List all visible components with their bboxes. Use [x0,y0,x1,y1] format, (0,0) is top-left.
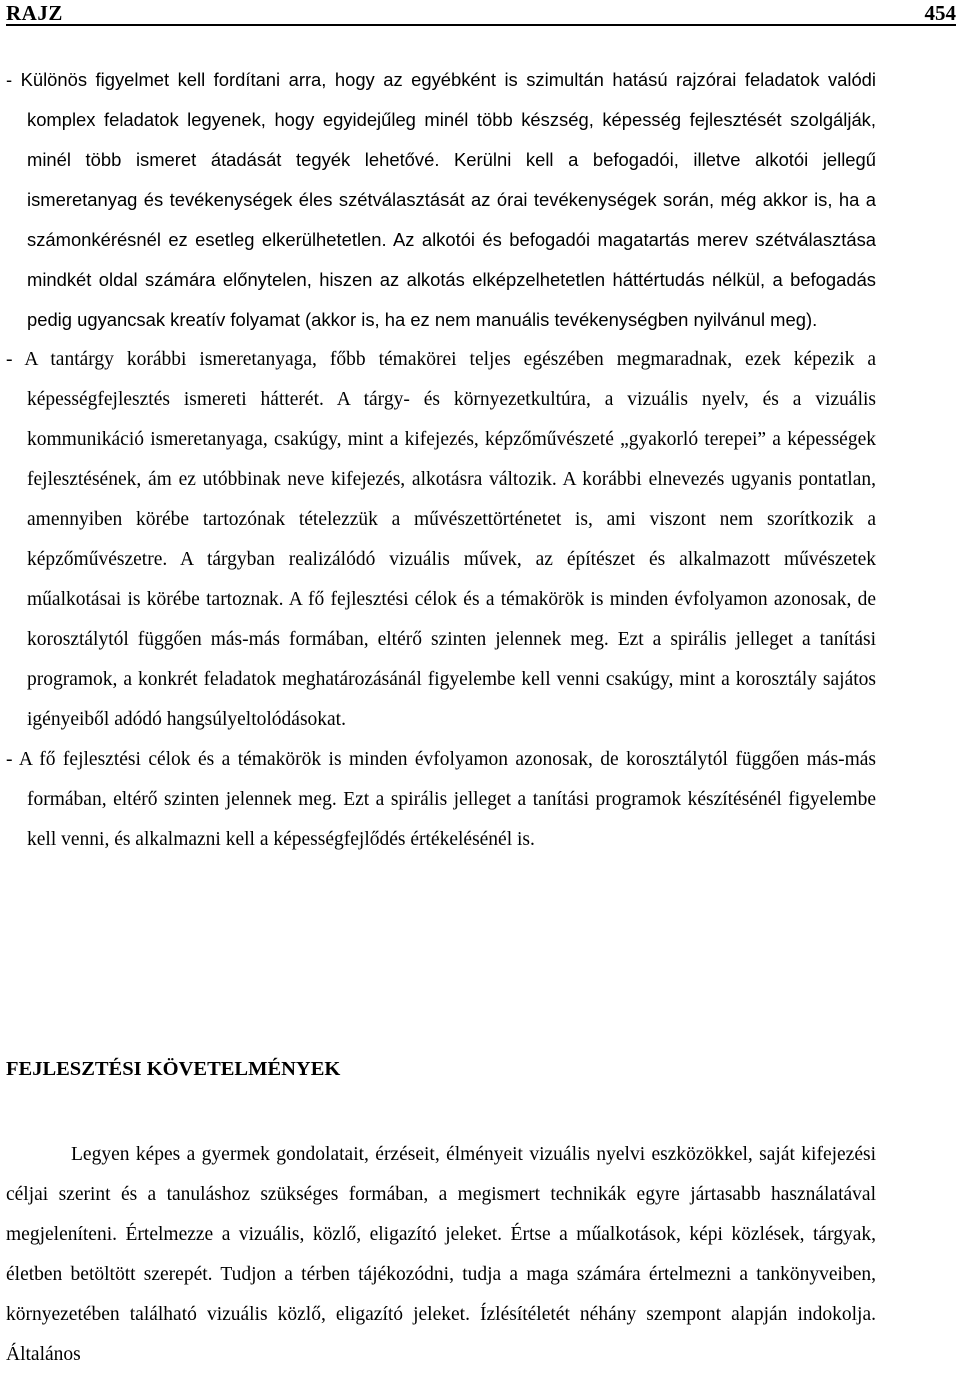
bullet-paragraph-2: - A tantárgy korábbi ismeretanyaga, főbb témakörei teljes egészében megmaradnak, ezek képezik a képességfejlesztés ismereti hátterét. A tárgy- és környezetkultúra, a vizuális nyelv, és a vizuális kommunikáció ismeretanyaga, csakúgy, mint a kifejezés, képzőművészeté „gyakorló terepei” a képességek fejlesztésének, ám ez utóbbinak neve kifejezés, alkotásra változik. A korábbi elnevezés ugyanis pontatlan, amennyiben körébe tartozónak tételezzük a művészettörténetet is, ami viszont nem szorítkozik a képzőművészetre. A tárgyban realizálódó vizuális művek, az építészet és alkalmazott művészetek műalkotásai is körébe tartoznak. A fő fejlesztési célok és a témakörök is minden évfolyamon azonosak, de korosztálytól függően más-más formában, eltérő szinten jelennek meg. Ezt a spirális jelleget a tanítási programok, a konkrét feladatok meghatározásánál figyelembe kell venni csakúgy, mint a korosztály sajátos igényeiből adódó hangsúlyeltolódásokat. [6,349,876,730]
running-title: RAJZ [6,1,63,25]
main-text [6,60,876,860]
bullet-paragraph-3: - A fő fejlesztési célok és a témakörök is minden évfolyamon azonosak, de korosztálytól függően más-más formában, eltérő szinten jelennek meg. Ezt a spirális jelleget a tanítási programok készítésénél figyelembe kell venni, és alkalmazni kell a képességfejlődés értékelésénél is. [6,749,876,850]
section-text [6,1135,876,1375]
section-heading: FEJLESZTÉSI KÖVETELMÉNYEK [6,1058,341,1080]
bullet-paragraph-1: - Különös figyelmet kell fordítani arra, hogy az egyébként is szimultán hatású rajzórai feladatok valódi komplex feladatok legyenek, hogy egyidejűleg minél több készség, képesség fejlesztését szolgálják, minél több ismeret átadását tegyék lehetővé. Kerülni kell a befogadói, illetve alkotói jellegű ismeretanyag és tevékenységek éles szétválasztását az órai tevékenységek során, még akkor is, ha a számonkérésnél ez esetleg elkerülhetetlen. Az alkotói és befogadói magatartás merev szétválasztása mindkét oldal számára előnytelen, hiszen az alkotás elképzelhetetlen háttértudás nélkül, a befogadás pedig ugyancsak kreatív folyamat (akkor is, ha ez nem manuális tevékenységben nyilvánul meg). [6,69,876,330]
page-number: 454 [924,1,956,25]
page-header [6,0,956,26]
section-paragraph: Legyen képes a gyermek gondolatait, érzéseit, élményeit vizuális nyelvi eszközökkel, saját kifejezési céljai szerint és a tanuláshoz szükséges formában, a megismert technikák egyre jártasabb használatával megjeleníteni. Értelmezze a vizuális, közlő, eligazító jeleket. Értse a műalkotások, képi közlések, tárgyak, életben betöltött szerepét. Tudjon a térben tájékozódni, tudja a maga számára értelmezni a tankönyveiben, környezetében található vizuális közlő, eligazító jeleket. Ízlésítéletét néhány szempont alapján indokolja. Általános [6,1144,876,1365]
